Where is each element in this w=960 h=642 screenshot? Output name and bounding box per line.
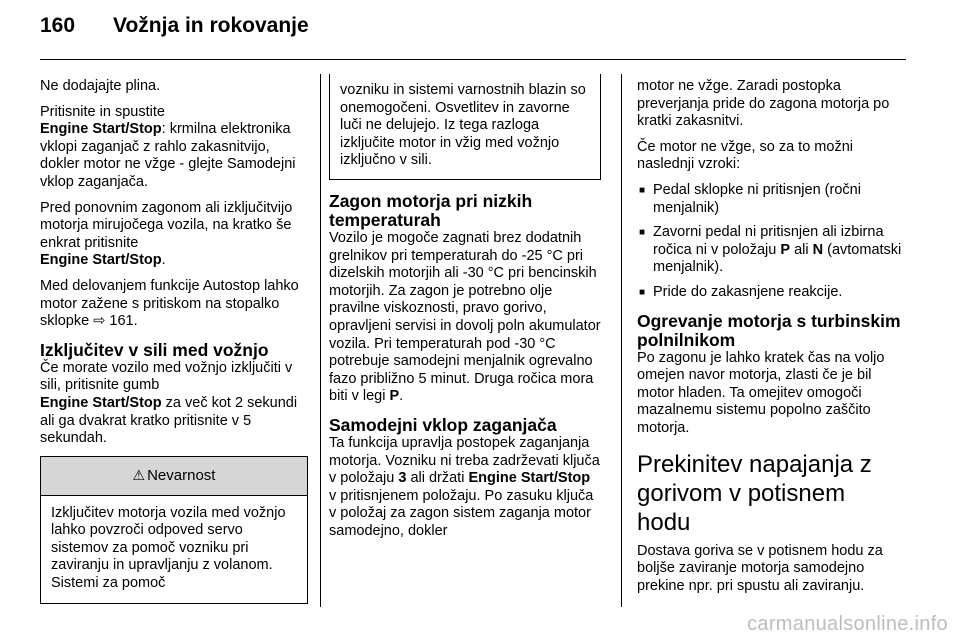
paragraph: Ta funkcija upravlja postopek zaganjanja motorja. Vozniku ni treba zadrževati ključa v položaju 3 ali držati Engine Start/Stop v pritisnjenem položaju. Po zasuku ključa v položaj za zagon sistem zaganja motor samodejno, dokler: [329, 434, 600, 539]
page-reference-icon: ⇨: [93, 313, 106, 330]
paragraph: motor ne vžge. Zaradi postopka preverjanja pride do zagona motorja po kratki zakasnitvi.: [637, 78, 890, 130]
warning-body: Izključitev motorja vozila med vožnjo lahko povzroči odpoved servo sistemov za pomoč vozniku pri zaviranju in upravljanju z volanom. Sistemi za pomoč: [51, 504, 286, 592]
chapter-title: Vožnja in rokovanje: [113, 14, 309, 37]
column-1: [40, 78, 308, 604]
paragraph: Če morate vozilo med vožnjo izključiti v sili, pritisnite gumb Engine Start/Stop za več kot 2 sekundi ali ga dvakrat kratko pritisnite v 5 sekundah.: [40, 359, 298, 447]
paragraph: Pritisnite in spustite Engine Start/Stop: krmilna elektronika vklopi zaganjač z rahlo zakasnitvijo, dokler motor ne vžge - glejte Samodejni vklop zaganjača.: [40, 103, 296, 190]
list-item: ■ Pride do zakasnjene reakcije.: [637, 284, 905, 302]
warning-triangle-icon: ⚠: [132, 466, 146, 483]
section-heading: Ogrevanje motorja s turbinskim polnilnikom: [637, 310, 901, 350]
paragraph: Po zagonu je lahko kratek čas na voljo omejen navor motorja, zlasti če je bil motor hladen. Ta omejitev omogoči mazalnemu sistemu popolno zaščito motorja.: [637, 349, 885, 436]
column-2: [329, 74, 601, 548]
button-name: Engine Start/Stop: [40, 252, 162, 269]
warning-header: [41, 457, 307, 496]
section-heading: Izključitev v sili med vožnjo: [40, 339, 269, 360]
column-divider-2: [621, 74, 622, 607]
page-reference[interactable]: 161.: [109, 313, 138, 330]
button-name: Engine Start/Stop: [468, 470, 591, 487]
chapter-heading: Prekinitev napajanja z gorivom v potisnem hodu: [637, 450, 872, 536]
paragraph: Vozilo je mogoče zagnati brez dodatnih grelnikov pri temperaturah do -25 °C pri dizelskih motorjih ali -30 °C pri bencinskih motorjih. Za zagon je potrebno olje pravilne viskoznosti, pravo gorivo, opravljeni servisi in dovolj poln akumulator vozila. Pri temperaturah pod -30 °C potrebuje samodejni menjalnik ogrevalno fazo približno 5 minut. Druga ročica mora biti v legi P.: [329, 229, 601, 405]
paragraph: Dostava goriva se v potisnem hodu za boljše zaviranje motorja samodejno prekine npr. pri spustu ali zaviranju.: [637, 542, 883, 594]
section-heading: Zagon motorja pri nizkih temperaturah: [329, 190, 533, 230]
paragraph: Med delovanjem funkcije Autostop lahko motor zažene s pritiskom na stopalko sklopke ⇨ 161.: [40, 277, 299, 330]
list-item: ■ Zavorni pedal ni pritisnjen ali izbirna ročica ni v položaju P ali N (avtomatski menjalnik).: [637, 224, 905, 277]
page-number: 160: [40, 14, 76, 37]
warning-box: [40, 456, 308, 604]
watermark: carmanualsonline.info: [747, 613, 948, 635]
list-item: ■ Pedal sklopke ni pritisnjen (ročni menjalnik): [637, 182, 905, 217]
paragraph: Pred ponovnim zagonom ali izključitvijo motorja mirujočega vozila, na kratko še enkrat pritisnite Engine Start/Stop.: [40, 199, 293, 269]
column-divider-1: [320, 74, 321, 607]
column-3: [637, 78, 905, 603]
button-name: Engine Start/Stop: [40, 394, 162, 411]
paragraph: Ne dodajajte plina.: [40, 78, 161, 94]
paragraph: Če motor ne vžge, so za to možni naslednji vzroki:: [637, 138, 853, 173]
button-name: Engine Start/Stop: [40, 121, 162, 138]
cause-list: [637, 182, 905, 302]
warning-title: Nevarnost: [147, 466, 216, 484]
section-heading: Samodejni vklop zaganjača: [329, 414, 557, 435]
warning-continuation: vozniku in sistemi varnostnih blazin so onemogočeni. Osvetlitev in zavorne luči ne delujejo. Iz tega razloga izključite motor in vžig med vožnjo izključno v sili.: [329, 74, 601, 180]
header-rule: [40, 59, 906, 60]
